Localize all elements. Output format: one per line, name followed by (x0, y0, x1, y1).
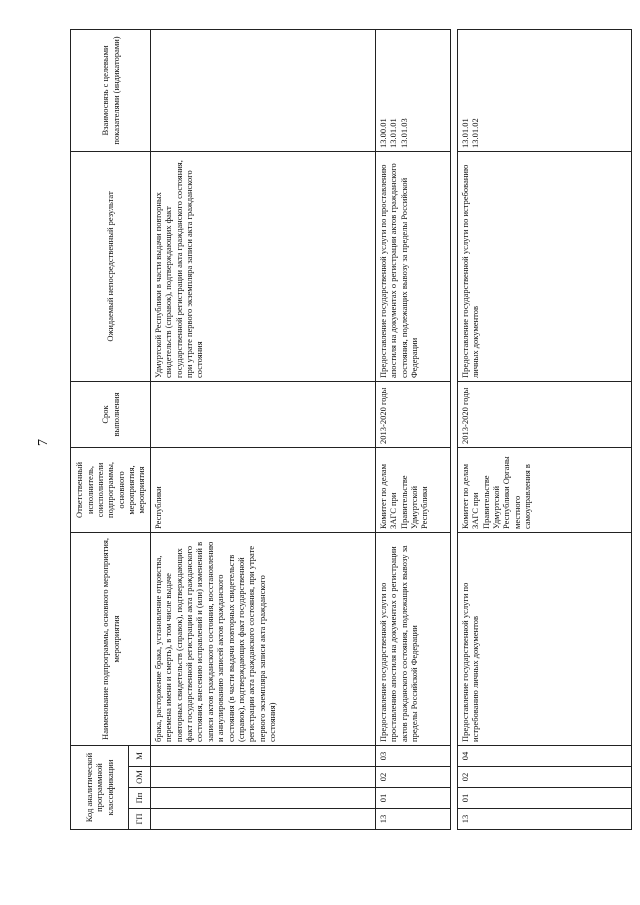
cell-gp: 13 (458, 809, 632, 830)
cell-pp (151, 788, 376, 809)
cell-name: Предоставление государственной услуги по истребованию личных документов (458, 532, 632, 745)
header-link: Взаимосвязь с целевыми показателями (индикаторами) (71, 29, 151, 151)
cell-om: 02 (458, 767, 632, 788)
cell-term: 2013-2020 годы (458, 381, 632, 447)
header-result: Ожидаемый непосредственный результат (71, 151, 151, 381)
header-name: Наименование подпрограммы, основного мероприятия, мероприятия (71, 532, 151, 745)
cell-gp: 13 (376, 809, 451, 830)
cell-name: Предоставление государственной услуги по проставлению апостиля на документах о регистрации актов гражданского состояния, подлежащих вывозу за пределы Российской Федерации (376, 532, 451, 745)
header-pp: Пп (129, 788, 151, 809)
cell-result: Удмуртской Республики в части выдачи повторных свидетельств (справок), подтверждающих факт государственной регистрации акта гражданского состояния, при утрате первого экземпляра записи акта гражданского состояния (151, 151, 376, 381)
cell-m: 03 (376, 745, 451, 766)
table-row (376, 29, 451, 829)
cell-link (151, 29, 376, 151)
header-term: Срок выполнения (71, 381, 151, 447)
cell-term (151, 381, 376, 447)
cell-m: 04 (458, 745, 632, 766)
cell-pp: 01 (376, 788, 451, 809)
cell-link: 13.01.01 13.01.02 (458, 29, 632, 151)
program-table (70, 29, 632, 830)
cell-pp: 01 (458, 788, 632, 809)
header-gp: ГП (129, 809, 151, 830)
cell-link: 13.00.01 13.01.01 13.01.03 (376, 29, 451, 151)
cell-executor: Комитет по делам ЗАГС при Правительстве Удмуртской Республики (376, 447, 451, 532)
table-row (458, 29, 632, 829)
page-number: 7 (36, 439, 51, 446)
header-m: М (129, 745, 151, 766)
cell-gp (151, 809, 376, 830)
cell-m (151, 745, 376, 766)
cell-om: 02 (376, 767, 451, 788)
row-divider (451, 29, 458, 829)
table-row (151, 29, 376, 829)
rotated-page (70, 30, 632, 830)
header-code-group: Код аналитической программной классификации (71, 745, 129, 829)
header-executor: Ответственный исполнитель, соисполнители подпрограммы, основного мероприятия, мероприятия (71, 447, 151, 532)
cell-result: Предоставление государственной услуги по истребованию личных документов (458, 151, 632, 381)
cell-term: 2013-2020 годы (376, 381, 451, 447)
cell-name: брака, расторжение брака, установление отцовства, перемена имени и смерть), в том числе выдаче повторных свидетельств (справок), подтверждающих факт государственной регистрации акта гражданского состояния, внесению исправлений и (или) изменений в записи актов гражданского состояния, восстановлению и аннулированию записей актов гражданского состояния (в части выдачи повторных свидетельств (справок), подтверждающих факт государственной регистрации акта гражданского состояния, при утрате первого экземпляра записи акта гражданского состояния) (151, 532, 376, 745)
cell-result: Предоставление государственной услуги по проставлению апостиля на документах о регистрации актов гражданского состояния, подлежащих вывозу за пределы Российской Федерации (376, 151, 451, 381)
cell-om (151, 767, 376, 788)
header-om: ОМ (129, 767, 151, 788)
cell-executor: Комитет по делам ЗАГС при Правительстве Удмуртской Республики Органы местного самоуправления в (458, 447, 632, 532)
cell-executor: Республики (151, 447, 376, 532)
